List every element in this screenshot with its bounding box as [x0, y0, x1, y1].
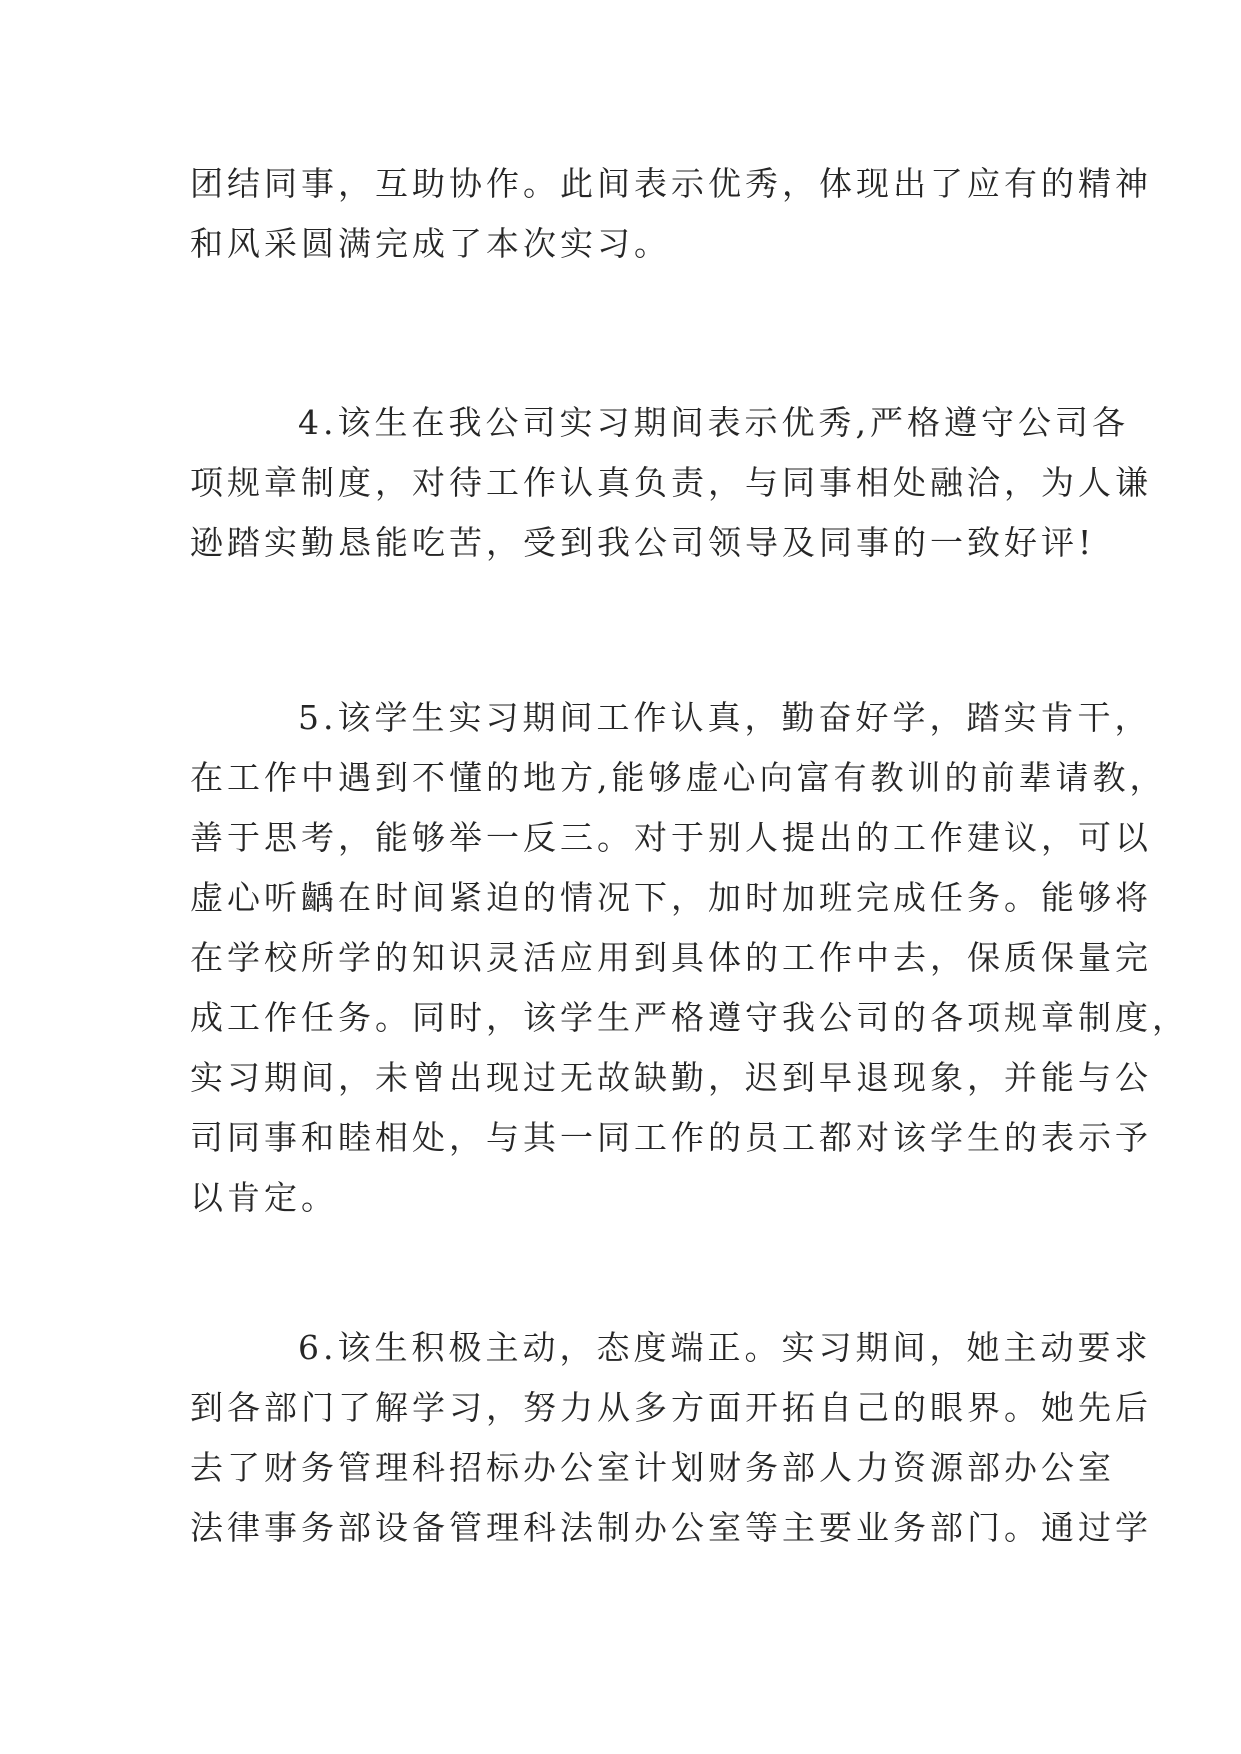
text-line: 司同事和睦相处，与其一同工作的员工都对该学生的表示予 — [190, 1118, 1152, 1157]
text-line: 虚心听齲在时间紧迫的情况下，加时加班完成任务。能够将 — [190, 878, 1152, 917]
text-line: 4.该生在我公司实习期间表示优秀,严格遵守公司各 — [298, 403, 1129, 442]
paragraph-item-5 — [190, 688, 1189, 1228]
text-line: 5.该学生实习期间工作认真，勤奋好学，踏实肯干， — [298, 698, 1152, 737]
text-line: 实习期间，未曾出现过无故缺勤，迟到早退现象，并能与公 — [190, 1058, 1152, 1097]
text-line: 法律事务部设备管理科法制办公室等主要业务部门。通过学 — [190, 1508, 1152, 1547]
paragraph-continuation — [190, 154, 1152, 274]
text-line: 6.该生积极主动，态度端正。实习期间，她主动要求 — [298, 1328, 1152, 1367]
text-line: 成工作任务。同时，该学生严格遵守我公司的各项规章制度， — [190, 998, 1189, 1037]
text-line: 善于思考，能够举一反三。对于别人提出的工作建议，可以 — [190, 818, 1152, 857]
text-line: 在学校所学的知识灵活应用到具体的工作中去，保质保量完 — [190, 938, 1152, 977]
text-line: 到各部门了解学习，努力从多方面开拓自己的眼界。她先后 — [190, 1388, 1152, 1427]
paragraph-item-4 — [190, 393, 1152, 573]
text-line: 逊踏实勤恳能吃苦，受到我公司领导及同事的一致好评! — [190, 523, 1096, 562]
text-line: 以肯定。 — [190, 1178, 338, 1217]
text-line: 项规章制度，对待工作认真负责，与同事相处融洽，为人谦 — [190, 463, 1152, 502]
text-line: 去了财务管理科招标办公室计划财务部人力资源部办公室 — [190, 1448, 1115, 1487]
paragraph-item-6 — [190, 1318, 1152, 1558]
text-line: 团结同事，互助协作。此间表示优秀，体现出了应有的精神 — [190, 164, 1152, 203]
text-line: 和风采圆满完成了本次实习。 — [190, 224, 671, 263]
text-line: 在工作中遇到不懂的地方,能够虚心向富有教训的前辈请教， — [190, 758, 1167, 797]
